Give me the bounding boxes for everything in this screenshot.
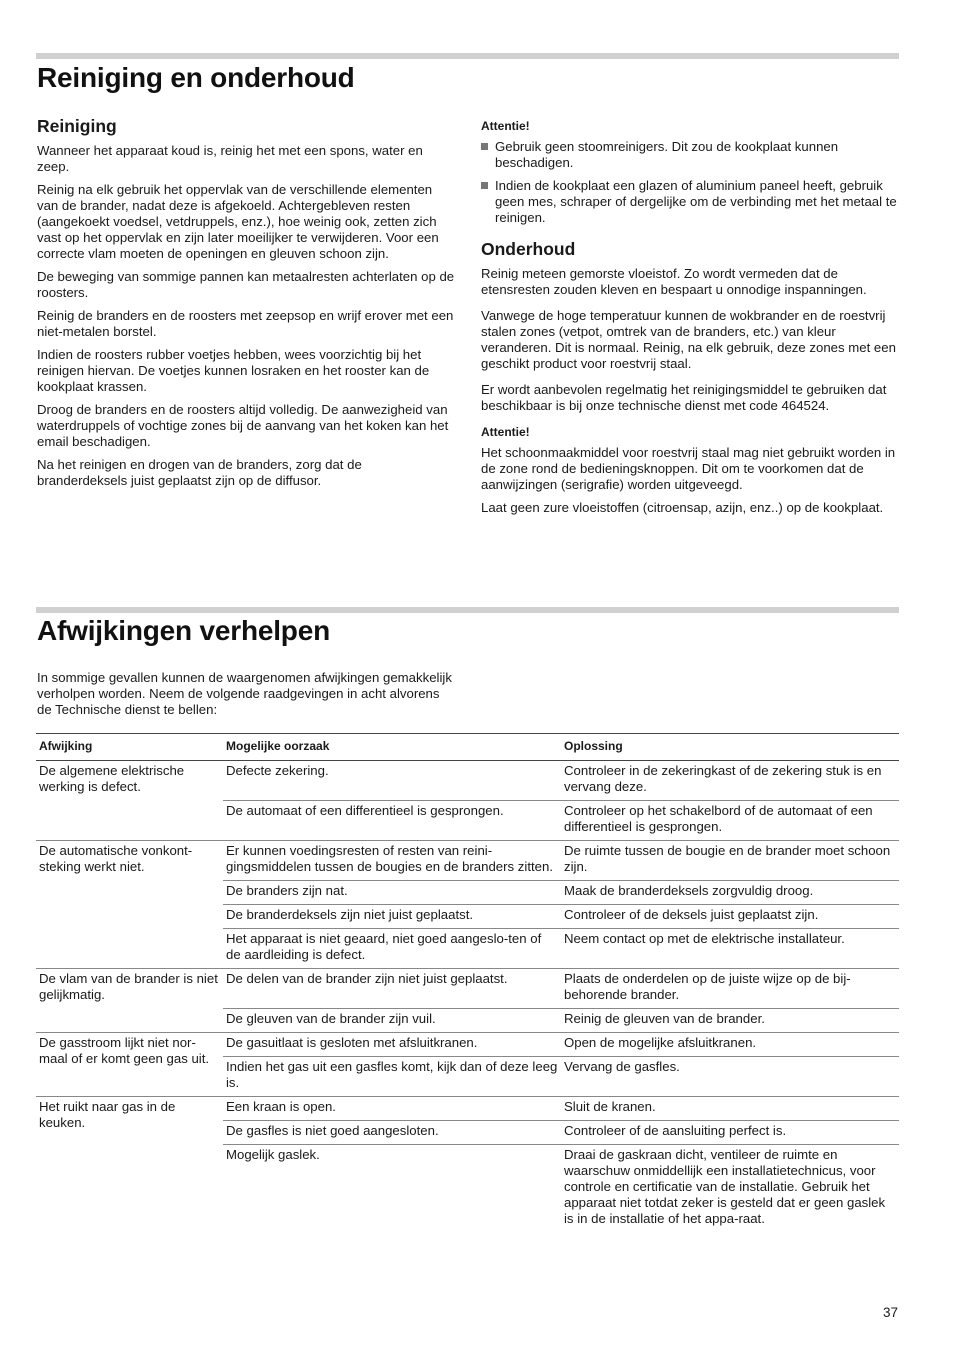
symptom-cell: Het ruikt naar gas in de keuken.	[36, 1097, 223, 1233]
table-header: Afwijking	[36, 734, 223, 761]
square-bullet-icon	[481, 182, 488, 189]
cause-cell: Indien het gas uit een gasfles komt, kijk dan of deze leeg is.	[223, 1057, 561, 1097]
symptom-cell: De automatische vonkont-steking werkt niet.	[36, 841, 223, 969]
cause-cell: Een kraan is open.	[223, 1097, 561, 1121]
solution-cell: De ruimte tussen de bougie en de brander moet schoon zijn.	[561, 841, 899, 881]
table-row	[36, 761, 899, 801]
square-bullet-icon	[481, 143, 488, 150]
left-column	[37, 115, 455, 496]
solution-cell: Sluit de kranen.	[561, 1097, 899, 1121]
paragraph: Reinig de branders en de roosters met zeepsop en wrijf erover met een niet-metalen borstel.	[37, 308, 454, 339]
heading-onderhoud: Onderhoud	[481, 239, 576, 259]
solution-cell: Reinig de gleuven van de brander.	[561, 1009, 899, 1033]
paragraph: Er wordt aanbevolen regelmatig het reinigingsmiddel te gebruiken dat beschikbaar is bij onze technische dienst met code 464524.	[481, 382, 887, 413]
paragraph: Indien de roosters rubber voetjes hebben, wees voorzichtig bij het reinigen hiervan. De voetjes kunnen losraken en het rooster kan de kookplaat krassen.	[37, 347, 430, 394]
table-header: Mogelijke oorzaak	[223, 734, 561, 761]
cause-cell: De branderdeksels zijn niet juist geplaatst.	[223, 905, 561, 929]
section-title-afwijkingen: Afwijkingen verhelpen	[37, 615, 330, 646]
paragraph: Reinig meteen gemorste vloeistof. Zo wordt vermeden dat de etensresten zouden kleven en bespaart u onnodige inspanningen.	[481, 266, 867, 297]
solution-cell: Plaats de onderdelen op de juiste wijze op de bij-behorende brander.	[561, 969, 899, 1009]
paragraph: De beweging van sommige pannen kan metaalresten achterlaten op de roosters.	[37, 269, 455, 300]
attention-list	[481, 139, 901, 226]
paragraph: Vanwege de hoge temperatuur kunnen de wokbrander en de roestvrij stalen zones (vetpot, omtrek van de branders, etc.) van kleur veranderen. Dit is normaal. Reinig, na elk gebruik, deze zones met een geschikt product voor roestvrij staal.	[481, 308, 896, 371]
table-row	[36, 1033, 899, 1057]
symptom-cell: De algemene elektrische werking is defect.	[36, 761, 223, 841]
cause-cell: De branders zijn nat.	[223, 881, 561, 905]
solution-cell: Controleer of de deksels juist geplaatst zijn.	[561, 905, 899, 929]
list-item: Indien de kookplaat een glazen of aluminium paneel heeft, gebruik geen mes, schraper of dergelijke om de verbinding met het metaal te reinigen.	[481, 178, 901, 226]
cause-cell: Mogelijk gaslek.	[223, 1145, 561, 1233]
heading-reiniging: Reiniging	[37, 116, 117, 136]
table-header: Oplossing	[561, 734, 899, 761]
table-row	[36, 969, 899, 1009]
cause-cell: De delen van de brander zijn niet juist geplaatst.	[223, 969, 561, 1009]
page-number: 37	[882, 1305, 898, 1320]
solution-cell: Controleer in de zekeringkast of de zekering stuk is en vervang deze.	[561, 761, 899, 801]
solution-cell: Controleer op het schakelbord of de automaat of een differentieel is gesprongen.	[561, 801, 899, 841]
cause-cell: De gasuitlaat is gesloten met afsluitkranen.	[223, 1033, 561, 1057]
paragraph: Laat geen zure vloeistoffen (citroensap, azijn, enz..) op de kookplaat.	[481, 500, 884, 515]
symptom-cell: De gasstroom lijkt niet nor-maal of er komt geen gas uit.	[36, 1033, 223, 1097]
intro-text: In sommige gevallen kunnen de waargenomen afwijkingen gemakkelijk verholpen worden. Neem de volgende raadgevingen in acht alvorens de Technische dienst te bellen:	[37, 670, 452, 717]
cause-cell: Het apparaat is niet geaard, niet goed aangeslo-ten of de aardleiding is defect.	[223, 929, 561, 969]
section-rule-afwijkingen	[36, 607, 899, 613]
section-rule-top	[36, 53, 899, 59]
solution-cell: Controleer of de aansluiting perfect is.	[561, 1121, 899, 1145]
table-row	[36, 841, 899, 881]
list-item: Gebruik geen stoomreinigers. Dit zou de kookplaat kunnen beschadigen.	[481, 139, 901, 171]
troubleshooting-table	[36, 733, 899, 1232]
section-title-reiniging-onderhoud: Reiniging en onderhoud	[37, 62, 355, 93]
attention-label: Attentie!	[481, 425, 530, 439]
paragraph: Droog de branders en de roosters altijd volledig. De aanwezigheid van waterdruppels of vochtige zones bij de aanvang van het koken kan het email beschadigen.	[37, 402, 449, 449]
attention-label: Attentie!	[481, 119, 530, 133]
solution-cell: Maak de branderdeksels zorgvuldig droog.	[561, 881, 899, 905]
symptom-cell: De vlam van de brander is niet gelijkmatig.	[36, 969, 223, 1033]
cause-cell: Er kunnen voedingsresten of resten van reini-gingsmiddelen tussen de bougies en de branders zitten.	[223, 841, 561, 881]
solution-cell: Open de mogelijke afsluitkranen.	[561, 1033, 899, 1057]
solution-cell: Draai de gaskraan dicht, ventileer de ruimte en waarschuw onmiddellijk een installatietechnicus, voor controle en certificatie van de installatie. Gebruik het apparaat niet totdat zeker is gesteld dat er geen gaslek is in de installatie of het appa-raat.	[561, 1145, 899, 1233]
paragraph: Reinig na elk gebruik het oppervlak van de verschillende elementen van de brander, nadat deze is afgekoeld. Achtergebleven resten (aangekoekt voedsel, vetdruppels, enz.), hoe weinig ook, zetten zich vast op het oppervlak en zijn later moeilijker te verwijderen. Voor een correcte vlam moeten de openingen en gleuven schoon zijn.	[37, 182, 439, 261]
paragraph: Na het reinigen en drogen van de branders, zorg dat de branderdeksels juist geplaatst zijn op de diffusor.	[37, 457, 362, 488]
paragraph: Het schoonmaakmiddel voor roestvrij staal mag niet gebruikt worden in de zone rond de bedieningsknoppen. Dit om te voorkomen dat de aanwijzingen (serigrafie) worden uitgeveegd.	[481, 445, 896, 492]
cause-cell: Defecte zekering.	[223, 761, 561, 801]
cause-cell: De gasfles is niet goed aangesloten.	[223, 1121, 561, 1145]
cause-cell: De gleuven van de brander zijn vuil.	[223, 1009, 561, 1033]
paragraph: Wanneer het apparaat koud is, reinig het met een spons, water en zeep.	[37, 143, 423, 174]
table-row	[36, 1097, 899, 1121]
solution-cell: Neem contact op met de elektrische installateur.	[561, 929, 899, 969]
right-column	[481, 118, 901, 523]
cause-cell: De automaat of een differentieel is gesprongen.	[223, 801, 561, 841]
solution-cell: Vervang de gasfles.	[561, 1057, 899, 1097]
